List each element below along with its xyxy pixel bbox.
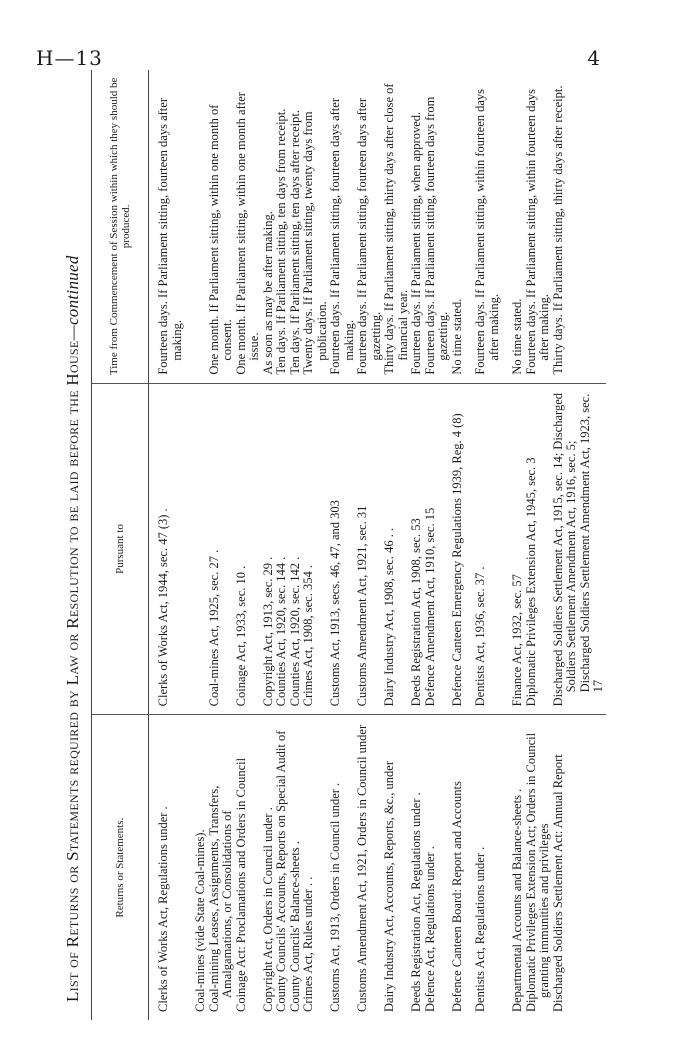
returns-text: Coal-mining Leases, Assignments, Transfers, Amalgamations, or Consolidations of (206, 785, 234, 1012)
pursuant-text: Dentists Act, 1936, sec. 37 . (473, 566, 487, 707)
table-row (511, 70, 525, 1020)
cell-pursuant (289, 383, 303, 715)
table-row (194, 70, 208, 1020)
time-text: Fourteen days. If Parliament sitting, within fourteen days after making. (473, 88, 501, 375)
table-row (451, 70, 465, 1020)
cell-time (235, 70, 262, 383)
cell-time (289, 70, 303, 383)
cell-returns (451, 715, 465, 1020)
cell-returns (383, 715, 410, 1020)
returns-text: Dentists Act, Regulations under . (473, 846, 487, 1012)
cell-returns (329, 715, 356, 1020)
cell-returns (149, 715, 185, 1020)
cell-time (194, 70, 208, 383)
time-text: Fourteen days. If Parliament sitting, within fourteen days after making. (523, 88, 551, 375)
returns-text: Customs Act, 1913, Orders in Council under . (328, 782, 342, 1012)
table-body (149, 70, 606, 1020)
cell-time (329, 70, 356, 383)
table-title (55, 70, 91, 1020)
cell-pursuant (356, 383, 383, 715)
returns-text: Copyright Act, Orders in Council under . (260, 807, 275, 1012)
returns-table (91, 70, 606, 1020)
table-row (525, 70, 552, 1020)
time-text: Thirty days. If Parliament sitting, thirty days after receipt. (550, 85, 565, 375)
returns-text: County Councils' Accounts, Reports on Special Audit of (274, 730, 288, 1012)
returns-text: Dairy Industry Act, Accounts, Reports, &c., under (382, 761, 396, 1012)
cell-time (474, 70, 501, 383)
returns-text: Defence Act, Regulations under . (422, 846, 437, 1012)
cell-pursuant (262, 383, 276, 715)
table-row (424, 70, 451, 1020)
returns-text: Coinage Act: Proclamations and Orders in Council (233, 757, 248, 1012)
pursuant-text: Counties Act, 1920, sec. 142 . (287, 556, 302, 707)
table-row (262, 70, 276, 1020)
table-row (208, 70, 235, 1020)
table-row (383, 70, 410, 1020)
spacer-cell (184, 70, 194, 383)
cell-pursuant (329, 383, 356, 715)
cell-time (302, 70, 329, 383)
returns-text: Discharged Soldiers Settlement Act: Annual Report (550, 754, 565, 1012)
time-text: One month. If Parliament sitting, within one month of consent. (206, 104, 234, 375)
cell-pursuant (275, 383, 289, 715)
col-header-returns: Returns or Statements. (92, 715, 149, 1020)
pursuant-text: Dairy Industry Act, 1908, sec. 46 . . (382, 527, 396, 707)
cell-pursuant (552, 383, 606, 715)
returns-text: Deeds Registration Act, Regulations under . (409, 792, 423, 1012)
cell-pursuant (235, 383, 262, 715)
pursuant-text: Customs Amendment Act, 1921, sec. 31 (355, 505, 369, 707)
cell-time (262, 70, 276, 383)
pursuant-text: Clerks of Works Act, 1944, sec. 47 (3) . (156, 508, 170, 707)
table-row (552, 70, 606, 1020)
returns-text: Crimes Act, Rules under . . (301, 876, 315, 1012)
cell-returns (235, 715, 262, 1020)
cell-time (424, 70, 451, 383)
returns-text: Clerks of Works Act, Regulations under . (156, 806, 170, 1012)
cell-returns (424, 715, 451, 1020)
table-row (235, 70, 262, 1020)
time-text: As soon as may be after making. (260, 211, 275, 375)
cell-time (511, 70, 525, 383)
table-row (410, 70, 424, 1020)
spacer-cell (184, 383, 194, 715)
cell-pursuant (383, 383, 410, 715)
cell-returns (275, 715, 289, 1020)
table-row (275, 70, 289, 1020)
time-text: Fourteen days. If Parliament sitting, fourteen days after gazetting. (355, 98, 383, 375)
cell-returns (410, 715, 424, 1020)
pursuant-text: Defence Canteen Emergency Regulations 1939, Reg. 4 (8) (449, 413, 464, 707)
pursuant-text: Copyright Act, 1913, sec. 29 . (260, 556, 275, 707)
pursuant-text: Finance Act, 1932, sec. 57 (510, 574, 524, 707)
cell-time (552, 70, 606, 383)
time-text: Fourteen days. If Parliament sitting, fourteen days after making. (328, 98, 356, 375)
table-row (474, 70, 501, 1020)
pursuant-text: Customs Act, 1913, secs. 46, 47, and 303 (328, 500, 342, 707)
title-main: List of Returns or Statements required by Law or Resolution to be laid before the House (63, 340, 82, 1002)
time-text: Ten days. If Parliament sitting, ten days from receipt. (274, 108, 288, 375)
cell-time (208, 70, 235, 383)
cell-pursuant (302, 383, 329, 715)
pursuant-text: Defence Amendment Act, 1910, sec. 15 (422, 507, 437, 707)
pursuant-text: Counties Act, 1920, sec. 144 . (274, 556, 288, 707)
pursuant-text: Coal-mines Act, 1925, sec. 27 . (206, 549, 221, 707)
cell-returns (511, 715, 525, 1020)
page-code: H—13 (36, 46, 103, 70)
returns-text: Departmental Accounts and Balance-sheets . (510, 788, 524, 1012)
title-continued: —continued (63, 255, 82, 341)
cell-pursuant (149, 383, 185, 715)
returns-text: Diplomatic Privileges Extension Act; Orders in Council granting immunities and privileges (523, 732, 551, 1012)
returns-text: County Councils' Balance-sheets . (287, 841, 302, 1012)
time-text: No time stated. (449, 298, 464, 375)
pursuant-text: Discharged Soldiers Settlement Act, 1915, sec. 14; Discharged Soldiers Settlement Amendment Act, 1916, sec. 5; Discharged Soldiers Settlement Amendment Act, 1923, sec. 17 (550, 392, 605, 707)
pursuant-text: Deeds Registration Act, 1908, sec. 53 (409, 518, 423, 707)
cell-time (410, 70, 424, 383)
cell-pursuant (511, 383, 525, 715)
time-text: Fourteen days. If Parliament sitting, fourteen days after making. (156, 98, 184, 375)
pursuant-text: Diplomatic Privileges Extension Act, 1945, sec. 3 (523, 457, 538, 707)
returns-text: Customs Amendment Act, 1921, Orders in Council under (355, 724, 369, 1012)
pursuant-text: Crimes Act, 1908, sec. 354 . (301, 565, 315, 707)
cell-returns (356, 715, 383, 1020)
time-text: Twenty days. If Parliament sitting, twenty days from publication. (301, 111, 329, 375)
cell-time (383, 70, 410, 383)
cell-pursuant (410, 383, 424, 715)
cell-time (356, 70, 383, 383)
cell-pursuant (424, 383, 451, 715)
cell-returns (262, 715, 276, 1020)
table-row (149, 70, 185, 1020)
time-text: One month. If Parliament sitting, within one month after issue. (233, 92, 261, 375)
table-row (356, 70, 383, 1020)
table-row (302, 70, 329, 1020)
col-header-pursuant: Pursuant to (92, 383, 149, 715)
time-text: Ten days. If Parliament sitting, ten days after receipt. (287, 110, 302, 375)
cell-time (275, 70, 289, 383)
rotated-page (55, 70, 665, 1020)
cell-returns (525, 715, 552, 1020)
page-number: 4 (587, 46, 600, 70)
cell-pursuant (451, 383, 465, 715)
returns-text: Coal-mines (vide State Coal-mines). (193, 829, 207, 1012)
returns-text: Defence Canteen Board: Report and Accounts (449, 781, 464, 1012)
table-row (289, 70, 303, 1020)
cell-returns (289, 715, 303, 1020)
cell-pursuant (474, 383, 501, 715)
cell-returns (552, 715, 606, 1020)
cell-returns (208, 715, 235, 1020)
table-row (329, 70, 356, 1020)
time-text: No time stated. (510, 298, 524, 375)
cell-pursuant (194, 383, 208, 715)
time-text: Thirty days. If Parliament sitting, thirty days after close of financial year. (382, 83, 410, 375)
cell-pursuant (208, 383, 235, 715)
cell-time (525, 70, 552, 383)
cell-pursuant (525, 383, 552, 715)
cell-time (451, 70, 465, 383)
cell-returns (302, 715, 329, 1020)
cell-returns (194, 715, 208, 1020)
time-text: Fourteen days. If Parliament sitting, when approved. (409, 111, 423, 375)
time-text: Fourteen days. If Parliament sitting, fourteen days from gazetting. (422, 96, 450, 375)
col-header-time: Time from Commencement of Session within which they should be produced. (92, 70, 149, 383)
pursuant-text: Coinage Act, 1933, sec. 10 . (233, 565, 248, 707)
cell-time (149, 70, 185, 383)
cell-returns (474, 715, 501, 1020)
